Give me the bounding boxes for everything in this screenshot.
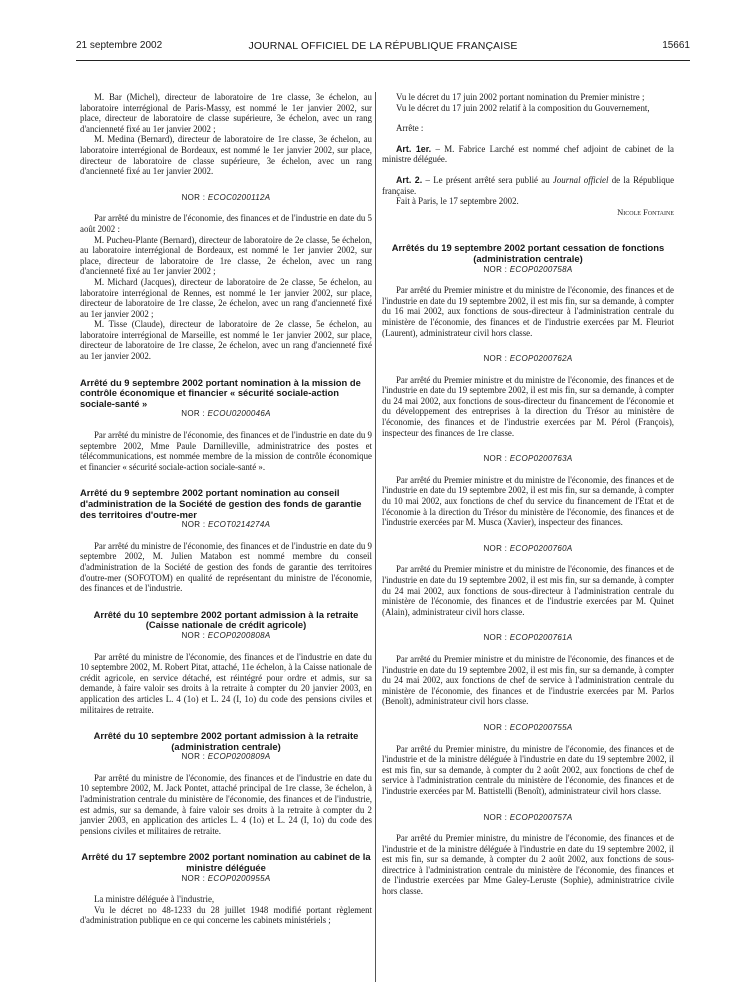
paragraph: Par arrêté du ministre de l'économie, des finances et de l'industrie en date du 10 septembre 2002, M. Robert Pitat, attaché, 11e échelon, à la Caisse nationale de crédit agricole, en service détaché, est réintégré pour ordre et admis, sur sa demande, à faire valoir ses droits à la retraite à compter du 20 janvier 2003, en application des articles L. 4 (1o) et L. 24 (I, 1o) du code des pensions civiles et militaires de retraite. bbox=[80, 651, 372, 715]
left-column bbox=[80, 92, 372, 926]
decree-heading: Arrêté du 10 septembre 2002 portant admission à la retraite (administration centrale) bbox=[93, 730, 359, 752]
paragraph: Par arrêté du ministre de l'économie, des finances et de l'industrie en date du 9 septembre 2002, M. Julien Matabon est nommé membre du conseil d'administration de la Société de gestion des fonds de garantie des territoires d'outre-mer (SOFOTOM) en qualité de représentant du ministre de l'économie, des finances et de l'industrie. bbox=[80, 540, 372, 594]
nor-code: ECOP0200755A bbox=[509, 722, 573, 732]
nor-reference bbox=[80, 193, 372, 204]
right-column bbox=[382, 92, 674, 897]
journal-title: JOURNAL OFFICIEL DE LA RÉPUBLIQUE FRANÇAISE bbox=[248, 40, 518, 52]
nor-reference bbox=[382, 723, 674, 734]
paragraph: Fait à Paris, le 17 septembre 2002. bbox=[396, 196, 519, 207]
paragraph: Par arrêté du ministre de l'économie, des finances et de l'industrie en date du 10 septembre 2002, M. Jack Pontet, attaché principal de 1re classe, 3e échelon, à l'administration centrale du ministère de l'économie, des finances et de l'industrie, est admis, sur sa demande, à faire valoir ses droits à la retraite à compter du 2 janvier 2003, en application des articles L. 4 (1o) et L. 24 (I, 1o) du code des pensions civiles et militaires de retraite. bbox=[80, 772, 372, 836]
paragraph: La ministre déléguée à l'industrie, bbox=[94, 894, 215, 905]
article-2 bbox=[382, 175, 674, 196]
article-text-italic: Journal officiel bbox=[552, 174, 609, 185]
signature: Nicole Fontaine bbox=[617, 206, 674, 217]
header-rule bbox=[76, 60, 690, 61]
page-header bbox=[76, 40, 690, 56]
nor-reference bbox=[80, 409, 372, 420]
nor-code: ECOP0200762A bbox=[509, 354, 573, 364]
article-label: Art. 2. bbox=[396, 174, 423, 185]
nor-code: ECOU0200046A bbox=[207, 409, 271, 419]
nor-code: ECOP0200763A bbox=[509, 454, 573, 464]
paragraph: Par arrêté du ministre de l'économie, des finances et de l'industrie en date du 5 août 2002 : bbox=[80, 213, 372, 234]
nor-label: NOR : bbox=[483, 454, 508, 464]
paragraph: Par arrêté du Premier ministre, du ministre de l'économie, des finances et de l'industrie et de la ministre déléguée à l'industrie en date du 19 septembre 2002, il est mis fin, sur sa demande, à compter du 2 août 2002, aux fonctions de sous-directrice à l'administration centrale du ministère de l'économie, des finances et de l'industrie exercées par Mme Galey-Leruste (Sophie), administratrice civile hors classe. bbox=[382, 833, 674, 897]
paragraph: M. Bar (Michel), directeur de laboratoire de 1re classe, 3e échelon, au laboratoire interrégional de Paris-Massy, est nommé le 1er janvier 2002, sur place, directeur de laboratoire de classe supérieure, 3e échelon, avec un rang d'ancienneté fixé au 1er janvier 2002 ; bbox=[80, 92, 372, 134]
article-text: de la République française. bbox=[382, 174, 675, 196]
nor-reference bbox=[80, 520, 372, 531]
decree-heading: Arrêté du 17 septembre 2002 portant nomination au cabinet de la ministre déléguée bbox=[81, 851, 371, 874]
nor-label: NOR : bbox=[483, 812, 508, 822]
paragraph: M. Medina (Bernard), directeur de laboratoire de 1re classe, 3e échelon, au laboratoire interrégional de Bordeaux, est nommé le 1er janvier 2002, sur place, directeur de laboratoire de classe supérieure, 3e échelon, avec un rang d'ancienneté fixé au 1er janvier 2002. bbox=[80, 134, 372, 177]
paragraph: Par arrêté du Premier ministre et du ministre de l'économie, des finances et de l'industrie en date du 19 septembre 2002, il est mis fin, sur sa demande, à compter du 10 mai 2002, aux fonctions de chef du service du financement de l'Etat et de l'économie à la direction du Trésor du ministère de l'économie, des finances et de l'industrie exercées par M. Musca (Xavier), inspecteur des finances. bbox=[382, 474, 674, 528]
nor-label: NOR : bbox=[483, 264, 508, 274]
paragraph: Par arrêté du Premier ministre et du ministre de l'économie, des finances et de l'industrie en date du 19 septembre 2002, il est mis fin, sur sa demande, à compter du 24 mai 2002, aux fonctions de sous-directeur à l'administration centrale du ministère de l'économie, des finances et de l'industrie exercées par M. Quinet (Alain), administrateur civil hors classe. bbox=[382, 564, 674, 617]
nor-code: ECOP0200955A bbox=[207, 873, 271, 883]
article-label: Art. 1er. bbox=[396, 143, 432, 154]
nor-code: ECOP0200808A bbox=[207, 630, 271, 640]
nor-code: ECOT0214274A bbox=[207, 520, 271, 530]
nor-reference bbox=[382, 354, 674, 365]
nor-code: ECOP0200758A bbox=[509, 264, 573, 274]
page-number: 15661 bbox=[662, 40, 690, 51]
nor-label: NOR : bbox=[181, 409, 205, 419]
nor-reference bbox=[80, 752, 372, 763]
article-text: – Le présent arrêté sera publié au bbox=[422, 174, 553, 185]
paragraph: Par arrêté du Premier ministre, du ministre de l'économie, des finances et de l'industrie et de la ministre déléguée à l'industrie en date du 19 septembre 2002, il est mis fin, sur sa demande, à compter du 2 août 2002, aux fonctions de chef de service à l'administration centrale du ministère de l'économie, des finances et de l'industrie exercées par M. Battistelli (Benoît), administrateur civil hors classe. bbox=[382, 743, 674, 796]
nor-reference bbox=[382, 633, 674, 644]
paragraph: Par arrêté du Premier ministre et du ministre de l'économie, des finances et de l'industrie en date du 19 septembre 2002, il est mis fin, sur sa demande, à compter du 24 mai 2002, aux fonctions de chef de service à l'administration centrale du ministère de l'économie, des finances et de l'industrie exercées par M. Parlos (Benoît), administrateur civil hors classe. bbox=[382, 653, 674, 707]
article-1 bbox=[382, 144, 674, 165]
nor-code: ECOC0200112A bbox=[207, 192, 271, 202]
paragraph: Par arrêté du ministre de l'économie, des finances et de l'industrie en date du 9 septembre 2002, Mme Paule Darnilleville, administratrice des postes et télécommunications, est nommée membre de la mission de contrôle économique et financier « sécurité sociale-action sociale-santé ». bbox=[80, 430, 372, 472]
nor-code: ECOP0200760A bbox=[509, 543, 573, 553]
nor-label: NOR : bbox=[181, 752, 206, 762]
decree-heading: Arrêté du 9 septembre 2002 portant nomination au conseil d'administration de la Société de gestion des fonds de garantie des territoires d'outre-mer bbox=[80, 487, 362, 520]
column-divider bbox=[375, 92, 376, 982]
paragraph: Par arrêté du Premier ministre et du ministre de l'économie, des finances et de l'industrie en date du 19 septembre 2002, il est mis fin, sur sa demande, à compter du 24 mai 2002, aux fonctions de sous-directeur du financement de l'économie et du développement des entreprises à la direction du Trésor au ministère de l'économie, des finances et de l'industrie exercées par M. Pérol (François), inspecteur des finances de 1re classe. bbox=[382, 374, 674, 438]
nor-label: NOR : bbox=[483, 633, 508, 643]
nor-reference bbox=[382, 454, 674, 465]
nor-reference bbox=[80, 631, 372, 642]
nor-label: NOR : bbox=[181, 192, 206, 202]
nor-reference bbox=[80, 874, 372, 885]
paragraph: Vu le décret du 17 juin 2002 relatif à la composition du Gouvernement, bbox=[396, 102, 650, 113]
nor-label: NOR : bbox=[181, 873, 206, 883]
nor-code: ECOP0200761A bbox=[509, 633, 573, 643]
paragraph: Vu le décret no 48-1233 du 28 juillet 1948 modifié portant règlement d'administration publique en ce qui concerne les cabinets ministériels ; bbox=[80, 904, 372, 926]
decree-heading: Arrêté du 10 septembre 2002 portant admission à la retraite (Caisse nationale de crédit agricole) bbox=[93, 608, 359, 631]
nor-reference bbox=[382, 265, 674, 276]
nor-label: NOR : bbox=[181, 520, 206, 530]
paragraph: Vu le décret du 17 juin 2002 portant nomination du Premier ministre ; bbox=[396, 92, 645, 102]
paragraph: M. Pucheu-Plante (Bernard), directeur de laboratoire de 2e classe, 5e échelon, au laboratoire interrégional de Bordeaux, est nommé le 1er janvier 2002, sur place, directeur de laboratoire de 1re classe, 2e échelon, avec un rang d'ancienneté fixé au 1er janvier 2002 ; bbox=[80, 234, 372, 277]
nor-label: NOR : bbox=[483, 722, 508, 732]
nor-code: ECOP0200757A bbox=[509, 812, 573, 822]
article-text: – M. Fabrice Larché est nommé chef adjoint de cabinet de la ministre déléguée. bbox=[382, 143, 674, 165]
nor-reference bbox=[382, 813, 674, 824]
paragraph: M. Michard (Jacques), directeur de laboratoire de 2e classe, 5e échelon, au laboratoire interrégional de Rennes, est nommé le 1er janvier 2002, sur place, directeur de laboratoire de 1re classe, 2e échelon, avec un rang d'ancienneté fixé au 1er janvier 2002 ; bbox=[80, 276, 372, 319]
decree-heading: Arrêté du 9 septembre 2002 portant nomination à la mission de contrôle économique et financier « sécurité sociale-action sociale-santé » bbox=[80, 376, 361, 409]
issue-date: 21 septembre 2002 bbox=[76, 40, 163, 51]
paragraph: M. Tisse (Claude), directeur de laboratoire de 2e classe, 5e échelon, au laboratoire interrégional de Marseille, est nommé le 1er janvier 2002, sur place, directeur de laboratoire de 1re classe, 2e échelon, avec un rang d'ancienneté fixé au 1er janvier 2002. bbox=[80, 319, 372, 362]
nor-reference bbox=[382, 544, 674, 555]
nor-label: NOR : bbox=[483, 543, 508, 553]
nor-code: ECOP0200809A bbox=[207, 752, 271, 762]
decree-heading: Arrêtés du 19 septembre 2002 portant cessation de fonctions (administration centrale) bbox=[391, 242, 665, 264]
paragraph: Par arrêté du Premier ministre et du ministre de l'économie, des finances et de l'industrie en date du 19 septembre 2002, il est mis fin, sur sa demande, à compter du 16 mai 2002, aux fonctions de sous-directeur à l'administration centrale du ministère de l'économie, des finances et de l'industrie exercées par M. Fleuriot (Laurent), administrateur civil hors classe. bbox=[382, 285, 674, 338]
decree-formula: Arrête : bbox=[396, 123, 424, 134]
nor-label: NOR : bbox=[483, 354, 508, 364]
nor-label: NOR : bbox=[181, 630, 206, 640]
